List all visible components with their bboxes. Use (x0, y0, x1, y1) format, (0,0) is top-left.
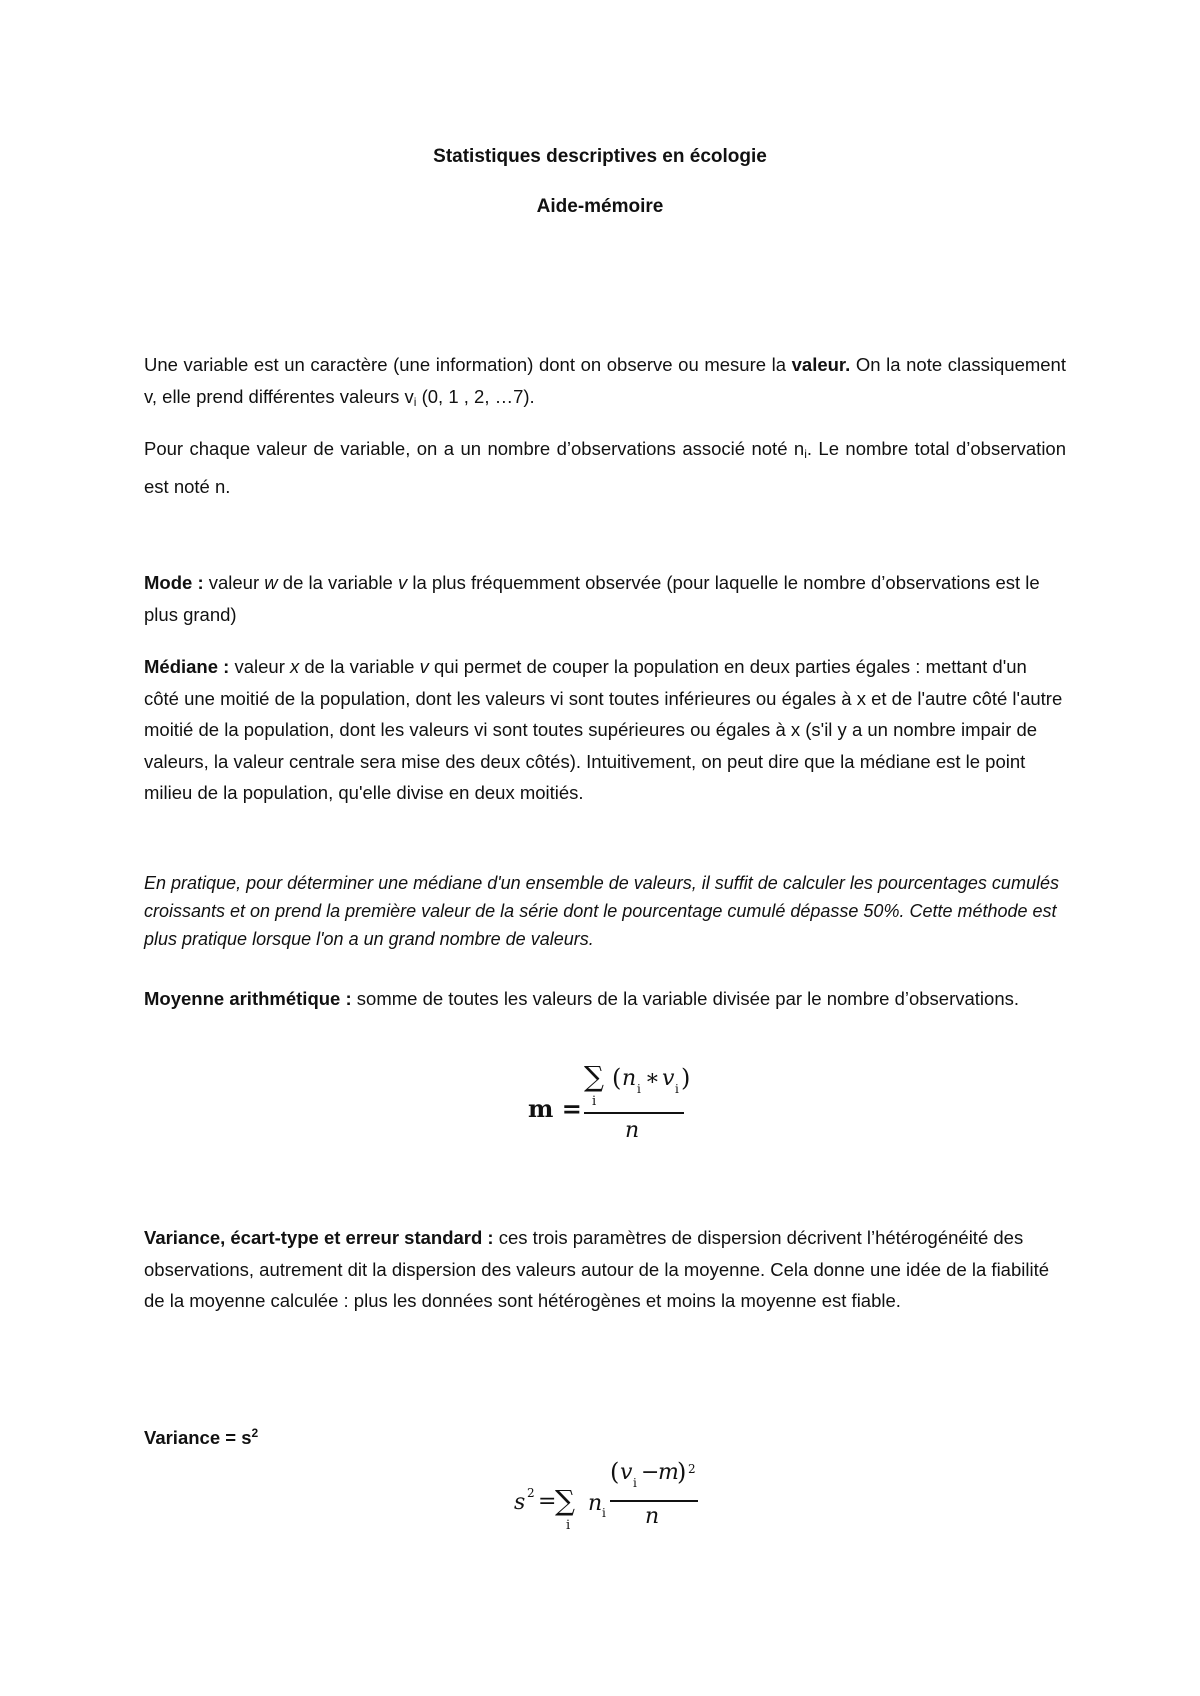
numerator-superscript: 2 (688, 1462, 696, 1476)
variance-label: Variance, écart-type et erreur standard : (144, 1227, 494, 1248)
subscript: i (413, 394, 417, 409)
mode-text: valeur (203, 572, 265, 593)
numerator-m: m (658, 1460, 679, 1485)
variance-heading (144, 1418, 444, 1454)
variable-x: x (290, 656, 300, 677)
mean-lhs: m = (528, 1094, 582, 1123)
mode-text: la plus fréquemment observée (pour laquelle le nombre d’observations est le plus grand) (144, 572, 1040, 625)
numerator-v: v (620, 1460, 633, 1485)
numerator-v: v (662, 1066, 675, 1091)
sum-index: i (592, 1094, 597, 1109)
moyenne-text: somme de toutes les valeurs de la variable divisée par le nombre d’observations. (351, 988, 1020, 1009)
mode-label: Mode : (144, 572, 204, 593)
intro-paragraph-2 (144, 433, 1066, 502)
intro-bold-valeur: valeur. (791, 354, 851, 375)
formula-equals: = (538, 1489, 557, 1514)
denominator-n: n (625, 1118, 640, 1143)
variance-text: ces trois paramètres de dispersion décrivent l’hétérogénéité des observations, autrement dit la dispersion des valeurs autour de la moyenne. Cela donne une idée de la fiabilité de la moyenne calculée : plus les données sont hétérogènes et moins la moyenne est fiable. (144, 1227, 1050, 1311)
mediane-text: qui permet de couper la population en deux parties égales : mettant d'un côté une moitié de la population, dont les valeurs vi sont toutes inférieures ou égales à x et de l'autre côté l'autre moitié de la population, dont les valeurs vi sont toutes supérieures ou égales à x (s'il y a un nombre impair de valeurs, la valeur centrale sera mise des deux côtés). Intuitivement, on peut dire que la médiane est le point milieu de la population, qu'elle divise en deux moitiés. (144, 656, 1063, 803)
numerator-close-paren: ) (681, 1064, 691, 1092)
mode-text: de la variable (277, 572, 398, 593)
superscript: 2 (251, 1426, 259, 1440)
document-title: Statistiques descriptives en écologie (433, 146, 767, 167)
mode-definition (144, 567, 1066, 630)
formula-s-superscript: 2 (527, 1486, 535, 1500)
mediane-definition (144, 651, 1066, 809)
mediane-text: valeur (229, 656, 290, 677)
variable-w: w (264, 572, 278, 593)
intro-text: On la note classiquement v, elle prend différentes valeurs v (144, 354, 1066, 407)
sum-symbol: ∑ (555, 1484, 575, 1517)
numerator-v-subscript: i (675, 1082, 679, 1096)
moyenne-definition (144, 983, 1066, 1015)
sum-index: i (566, 1518, 571, 1533)
variable-v: v (397, 572, 408, 593)
numerator-open-paren: ( (612, 1064, 622, 1092)
intro-paragraph-1 (144, 349, 1066, 418)
intro-text: (0, 1 , 2, …7). (416, 385, 535, 407)
moyenne-label: Moyenne arithmétique : (144, 988, 352, 1009)
fraction-bar (584, 1112, 684, 1114)
sum-symbol: ∑ (584, 1060, 604, 1093)
variable-v: v (419, 656, 429, 677)
document-subtitle: Aide-mémoire (536, 196, 664, 217)
formula-n: n (588, 1491, 603, 1516)
denominator-n: n (645, 1504, 660, 1529)
intro-text: . Le nombre total d’observation est noté n. (144, 438, 1067, 497)
pratique-note: En pratique, pour déterminer une médiane d'un ensemble de valeurs, il suffit de calculer les pourcentages cumulés croissants et on prend la première valeur de la série dont le pourcentage cumulé dépasse 50%. Cette méthode est plus pratique lorsque l'on a un grand nombre de valeurs. (144, 873, 1059, 949)
mediane-text: de la variable (299, 656, 420, 677)
fraction-bar (610, 1500, 698, 1502)
subscript: i (804, 447, 807, 461)
variance-heading-label: Variance = s (144, 1427, 252, 1449)
intro-text: Pour chaque valeur de variable, on a un nombre d’observations associé noté n (144, 438, 805, 459)
formula-n-subscript: i (602, 1506, 606, 1520)
numerator-n-subscript: i (637, 1082, 641, 1096)
numerator-close-paren: ) (677, 1458, 687, 1486)
intro-text: Une variable est un caractère (une information) dont on observe ou mesure la (144, 354, 792, 375)
formula-s: s (514, 1490, 526, 1515)
numerator-v-subscript: i (633, 1476, 637, 1490)
numerator-n: n (622, 1066, 637, 1091)
numerator-minus: − (641, 1460, 660, 1485)
mediane-label: Médiane : (144, 656, 230, 677)
numerator-open-paren: ( (610, 1458, 620, 1486)
numerator-star: ∗ (645, 1066, 660, 1091)
variance-definition (144, 1222, 1066, 1317)
